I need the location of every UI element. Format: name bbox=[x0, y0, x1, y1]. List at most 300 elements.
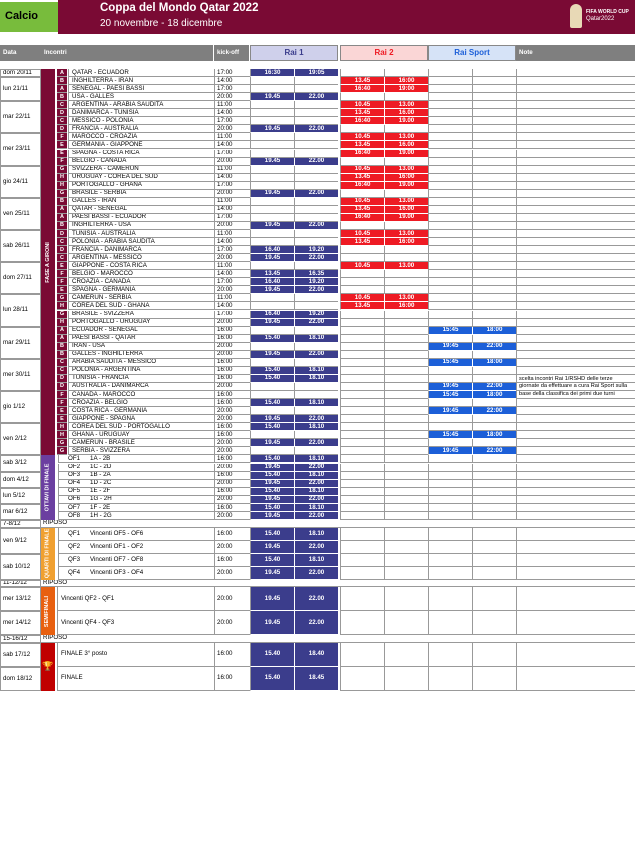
rai2-slot-end: 19:00 bbox=[384, 85, 428, 93]
semifinali-strip-label: SEMIFINALI bbox=[44, 595, 51, 627]
rai1-slot-start bbox=[250, 447, 294, 455]
rai2-slot-end: 19.00 bbox=[384, 214, 428, 222]
rai2-slot-start bbox=[340, 359, 384, 367]
match-cell: GALLES - IRAN bbox=[68, 198, 214, 206]
raisport-slot-start bbox=[428, 311, 472, 319]
raisport-slot-end bbox=[472, 319, 516, 327]
rai2-slot-start bbox=[340, 587, 384, 611]
kickoff-cell: 20:00 bbox=[214, 319, 250, 327]
rai1-slot-start: 19.45 bbox=[250, 93, 294, 101]
rai2-slot-end bbox=[384, 246, 428, 254]
rai1-slot-start bbox=[250, 262, 294, 270]
rai1-slot-end: 22.00 bbox=[294, 567, 338, 580]
rai1-slot-start bbox=[250, 150, 294, 158]
rai1-slot-start: 15.40 bbox=[250, 554, 294, 567]
match-cell: GIAPPONE - SPAGNA bbox=[68, 415, 214, 423]
match-teams: 1A - 2B bbox=[90, 455, 111, 462]
note-cell bbox=[516, 262, 635, 270]
raisport-slot-start: 15:45 bbox=[428, 431, 472, 439]
group-badge: A bbox=[57, 214, 67, 222]
logo-line1: FIFA WORLD CUP bbox=[586, 9, 629, 15]
raisport-slot-end: 18:00 bbox=[472, 327, 516, 335]
group-badge: C bbox=[57, 101, 67, 109]
rai1-slot-start: 16.40 bbox=[250, 278, 294, 286]
date-cell: mar 29/11 bbox=[0, 327, 41, 359]
raisport-slot-end bbox=[472, 423, 516, 431]
date-cell: lun 28/11 bbox=[0, 294, 41, 326]
kickoff-cell: 20:00 bbox=[214, 541, 250, 554]
rai1-slot-start: 19.45 bbox=[250, 286, 294, 294]
match-teams: 1H - 2G bbox=[90, 512, 112, 519]
match-teams: 1F - 2E bbox=[90, 504, 111, 511]
kickoff-cell: 20:00 bbox=[214, 286, 250, 294]
raisport-slot-end bbox=[472, 455, 516, 463]
match-cell bbox=[58, 488, 214, 496]
group-badge: D bbox=[57, 109, 67, 117]
kickoff-cell: 16:00 bbox=[214, 504, 250, 512]
note-cell bbox=[516, 611, 635, 635]
raisport-slot-end bbox=[472, 182, 516, 190]
raisport-slot-start bbox=[428, 109, 472, 117]
raisport-slot-end bbox=[472, 472, 516, 480]
rai2-slot-end bbox=[384, 319, 428, 327]
kickoff-cell: 14:00 bbox=[214, 206, 250, 214]
note-cell bbox=[516, 174, 635, 182]
match-cell: CAMERUN - BRASILE bbox=[68, 439, 214, 447]
note-cell bbox=[516, 480, 635, 488]
raisport-slot-end bbox=[472, 512, 516, 520]
raisport-slot-start bbox=[428, 238, 472, 246]
note-cell bbox=[516, 455, 635, 463]
match-cell: AUSTRALIA - DANIMARCA bbox=[68, 383, 214, 391]
kickoff-cell: 14:00 bbox=[214, 174, 250, 182]
rai1-slot-end bbox=[294, 359, 338, 367]
group-badge: E bbox=[57, 415, 67, 423]
rai1-slot-end: 22.00 bbox=[294, 439, 338, 447]
rai2-slot-end: 16:00 bbox=[384, 77, 428, 85]
rai1-slot-end: 18.10 bbox=[294, 488, 338, 496]
kickoff-cell: 11:00 bbox=[214, 294, 250, 302]
date-cell: ven 9/12 bbox=[0, 528, 41, 554]
note-cell bbox=[516, 407, 635, 415]
rai2-slot-end bbox=[384, 611, 428, 635]
rai1-slot-start: 15.40 bbox=[250, 472, 294, 480]
match-teams: Vincenti OF1 - OF2 bbox=[90, 542, 144, 550]
raisport-slot-start bbox=[428, 351, 472, 359]
raisport-slot-start bbox=[428, 262, 472, 270]
rai1-slot-end: 22.00 bbox=[294, 286, 338, 294]
rai1-slot-end: 18.45 bbox=[294, 667, 338, 691]
rai1-slot-end bbox=[294, 133, 338, 141]
rai1-slot-end: 18.10 bbox=[294, 472, 338, 480]
rai1-slot-end: 22.00 bbox=[294, 319, 338, 327]
rai1-slot-start: 15.40 bbox=[250, 488, 294, 496]
kickoff-cell: 20:00 bbox=[214, 190, 250, 198]
rai2-slot-end: 16:00 bbox=[384, 174, 428, 182]
raisport-slot-start bbox=[428, 319, 472, 327]
rai2-slot-start: 10.45 bbox=[340, 101, 384, 109]
rai2-slot-start bbox=[340, 567, 384, 580]
match-cell: SVIZZERA - CAMERUN bbox=[68, 166, 214, 174]
group-badge: A bbox=[57, 69, 67, 77]
group-badge: H bbox=[57, 174, 67, 182]
rai2-slot-end bbox=[384, 415, 428, 423]
rai2-header bbox=[340, 45, 428, 61]
rai1-slot-end: 18.10 bbox=[294, 423, 338, 431]
raisport-slot-end bbox=[472, 480, 516, 488]
group-badge: B bbox=[57, 93, 67, 101]
rai1-slot-end: 22.00 bbox=[294, 480, 338, 488]
kickoff-cell: 17:00 bbox=[214, 85, 250, 93]
rai1-slot-end bbox=[294, 238, 338, 246]
match-cell bbox=[58, 528, 214, 541]
raisport-slot-end bbox=[472, 246, 516, 254]
raisport-slot-end bbox=[472, 286, 516, 294]
rai2-slot-end bbox=[384, 472, 428, 480]
rai2-slot-start bbox=[340, 335, 384, 343]
raisport-slot-start: 19:45 bbox=[428, 383, 472, 391]
rai2-slot-end bbox=[384, 464, 428, 472]
rai2-slot-end: 13.00 bbox=[384, 166, 428, 174]
match-cell: CROAZIA - CANADA bbox=[68, 278, 214, 286]
ottavi-strip-label: OTTAVI DI FINALE bbox=[44, 463, 51, 512]
match-cell: COREA DEL SUD - GHANA bbox=[68, 302, 214, 310]
match-cell: MAROCCO - CROAZIA bbox=[68, 133, 214, 141]
rai1-slot-end: 22.00 bbox=[294, 351, 338, 359]
riposo-cell: RIPOSO bbox=[41, 580, 635, 588]
rai2-slot-start bbox=[340, 439, 384, 447]
rai1-slot-end bbox=[294, 214, 338, 222]
raisport-slot-end bbox=[472, 294, 516, 302]
rai2-slot-start bbox=[340, 367, 384, 375]
kickoff-cell: 11:00 bbox=[214, 230, 250, 238]
rai1-slot-start bbox=[250, 198, 294, 206]
rai1-slot-start: 15.40 bbox=[250, 399, 294, 407]
group-badge: F bbox=[57, 399, 67, 407]
raisport-slot-start bbox=[428, 480, 472, 488]
rai1-slot-start: 19.45 bbox=[250, 496, 294, 504]
date-cell: lun 5/12 bbox=[0, 488, 41, 504]
rai1-slot-start bbox=[250, 407, 294, 415]
match-code: OF2 bbox=[68, 463, 81, 471]
rai2-slot-start: 16:40 bbox=[340, 85, 384, 93]
raisport-slot-start bbox=[428, 439, 472, 447]
raisport-slot-start bbox=[428, 69, 472, 77]
raisport-slot-start bbox=[428, 375, 472, 383]
raisport-slot-end bbox=[472, 415, 516, 423]
match-code: QF3 bbox=[68, 555, 81, 563]
rai2-slot-start bbox=[340, 554, 384, 567]
kickoff-cell: 17:00 bbox=[214, 311, 250, 319]
rai2-slot-start bbox=[340, 447, 384, 455]
rai2-slot-end bbox=[384, 528, 428, 541]
rai2-slot-end: 16.00 bbox=[384, 206, 428, 214]
note-cell bbox=[516, 190, 635, 198]
rai1-slot-end: 16.35 bbox=[294, 270, 338, 278]
rai2-slot-end bbox=[384, 504, 428, 512]
note-cell bbox=[516, 206, 635, 214]
rai2-slot-start bbox=[340, 541, 384, 554]
group-badge: C bbox=[57, 117, 67, 125]
rai1-slot-start: 19.45 bbox=[250, 611, 294, 635]
rai1-slot-start: 15.40 bbox=[250, 643, 294, 667]
match-code: OF8 bbox=[68, 512, 81, 519]
rai2-slot-end bbox=[384, 158, 428, 166]
kickoff-cell: 20:00 bbox=[214, 254, 250, 262]
rai1-slot-end bbox=[294, 431, 338, 439]
kickoff-cell: 11:00 bbox=[214, 198, 250, 206]
rai2-slot-end bbox=[384, 69, 428, 77]
match-cell: INGHILTERRA - IRAN bbox=[68, 77, 214, 85]
kickoff-cell: 20:00 bbox=[214, 407, 250, 415]
note-cell bbox=[516, 504, 635, 512]
rai1-slot-start bbox=[250, 343, 294, 351]
kickoff-cell: 14:00 bbox=[214, 109, 250, 117]
rai1-slot-end: 22.00 bbox=[294, 254, 338, 262]
raisport-slot-start bbox=[428, 567, 472, 580]
note-cell bbox=[516, 512, 635, 520]
rai1-slot-start: 16:30 bbox=[250, 69, 294, 77]
kickoff-cell: 16:00 bbox=[214, 528, 250, 541]
note-cell bbox=[516, 278, 635, 286]
raisport-slot-start bbox=[428, 423, 472, 431]
note-cell bbox=[516, 643, 635, 667]
kickoff-cell: 16:00 bbox=[214, 431, 250, 439]
rai2-slot-end: 13.00 bbox=[384, 198, 428, 206]
match-cell: FRANCIA - AUSTRALIA bbox=[68, 125, 214, 133]
rai1-slot-start bbox=[250, 182, 294, 190]
rai1-slot-start: 19.45 bbox=[250, 439, 294, 447]
raisport-slot-end bbox=[472, 206, 516, 214]
match-cell bbox=[58, 504, 214, 512]
rai1-slot-end: 22.00 bbox=[294, 512, 338, 520]
rai2-slot-end bbox=[384, 439, 428, 447]
rai2-slot-start: 10.45 bbox=[340, 133, 384, 141]
date-cell: dom 20/11 bbox=[0, 69, 41, 77]
date-cell: ven 25/11 bbox=[0, 198, 41, 230]
note-cell bbox=[516, 472, 635, 480]
raisport-slot-end bbox=[472, 643, 516, 667]
rai1-slot-end: 19:05 bbox=[294, 69, 338, 77]
raisport-slot-start bbox=[428, 270, 472, 278]
rai2-slot-start bbox=[340, 423, 384, 431]
rai2-slot-end bbox=[384, 455, 428, 463]
rai2-slot-start: 13.45 bbox=[340, 77, 384, 85]
rai1-slot-end: 18.10 bbox=[294, 455, 338, 463]
rai2-slot-start bbox=[340, 431, 384, 439]
rai2-slot-end bbox=[384, 496, 428, 504]
date-cell: dom 27/11 bbox=[0, 262, 41, 294]
rai2-slot-end bbox=[384, 480, 428, 488]
rai1-slot-end: 22.00 bbox=[294, 93, 338, 101]
kickoff-cell: 20:00 bbox=[214, 222, 250, 230]
group-badge: H bbox=[57, 302, 67, 310]
rai2-slot-start bbox=[340, 158, 384, 166]
kickoff-cell: 17:00 bbox=[214, 246, 250, 254]
match-code: OF5 bbox=[68, 487, 81, 495]
group-badge: G bbox=[57, 447, 67, 455]
rai2-slot-end bbox=[384, 351, 428, 359]
raisport-slot-end bbox=[472, 367, 516, 375]
rai2-slot-start bbox=[340, 69, 384, 77]
rai2-slot-end bbox=[384, 399, 428, 407]
rai1-slot-start: 15.40 bbox=[250, 375, 294, 383]
finale-strip bbox=[41, 643, 55, 691]
match-cell: CROAZIA - BELGIO bbox=[68, 399, 214, 407]
date-cell: mar 22/11 bbox=[0, 101, 41, 133]
rai2-slot-end bbox=[384, 190, 428, 198]
date-cell: sab 17/12 bbox=[0, 643, 41, 667]
kickoff-cell: 14:00 bbox=[214, 77, 250, 85]
kickoff-cell: 20:00 bbox=[214, 496, 250, 504]
match-cell: FINALE bbox=[57, 667, 214, 691]
rai2-slot-start bbox=[340, 464, 384, 472]
rai2-slot-end bbox=[384, 643, 428, 667]
raisport-slot-start bbox=[428, 512, 472, 520]
rai2-slot-end bbox=[384, 587, 428, 611]
raisport-slot-start bbox=[428, 254, 472, 262]
rai2-slot-start: 13.45 bbox=[340, 302, 384, 310]
match-cell: CAMERUN - SERBIA bbox=[68, 294, 214, 302]
group-badge: H bbox=[57, 182, 67, 190]
rai2-slot-start bbox=[340, 278, 384, 286]
col-data: Data bbox=[0, 45, 42, 61]
kickoff-cell: 16:00 bbox=[214, 359, 250, 367]
rai2-slot-end: 13.00 bbox=[384, 230, 428, 238]
raisport-slot-end bbox=[472, 230, 516, 238]
note-cell bbox=[516, 214, 635, 222]
note-cell bbox=[516, 198, 635, 206]
rai1-slot-end bbox=[294, 302, 338, 310]
rai2-slot-end bbox=[384, 447, 428, 455]
group-badge: C bbox=[57, 367, 67, 375]
note-cell bbox=[516, 567, 635, 580]
raisport-slot-end bbox=[472, 541, 516, 554]
raisport-slot-end bbox=[472, 125, 516, 133]
kickoff-cell: 16:00 bbox=[214, 488, 250, 496]
col-incontri: Incontri bbox=[41, 45, 214, 61]
match-cell: GALLES - INGHILTERRA bbox=[68, 351, 214, 359]
note-cell bbox=[516, 464, 635, 472]
rai1-slot-start: 19.45 bbox=[250, 587, 294, 611]
raisport-slot-end bbox=[472, 150, 516, 158]
rai2-slot-end: 16.00 bbox=[384, 109, 428, 117]
group-badge: G bbox=[57, 166, 67, 174]
kickoff-cell: 16:00 bbox=[214, 335, 250, 343]
rai2-slot-end bbox=[384, 359, 428, 367]
match-code: OF3 bbox=[68, 471, 81, 479]
note-cell bbox=[516, 359, 635, 367]
note-cell bbox=[516, 77, 635, 85]
raisport-slot-end bbox=[472, 109, 516, 117]
rai2-slot-start bbox=[340, 286, 384, 294]
raisport-slot-end bbox=[472, 158, 516, 166]
group-badge: E bbox=[57, 407, 67, 415]
rai2-slot-end bbox=[384, 512, 428, 520]
match-cell: QATAR - ECUADOR bbox=[68, 69, 214, 77]
group-badge: C bbox=[57, 254, 67, 262]
raisport-slot-end bbox=[472, 238, 516, 246]
kickoff-cell: 16:00 bbox=[214, 667, 250, 691]
rai1-slot-end bbox=[294, 327, 338, 335]
raisport-slot-start bbox=[428, 294, 472, 302]
raisport-slot-end bbox=[472, 190, 516, 198]
rai2-slot-end bbox=[384, 93, 428, 101]
kickoff-cell: 20:00 bbox=[214, 93, 250, 101]
match-code: OF6 bbox=[68, 495, 81, 503]
note-cell bbox=[516, 158, 635, 166]
match-code: OF4 bbox=[68, 479, 81, 487]
note-cell bbox=[516, 351, 635, 359]
raisport-slot-end bbox=[472, 222, 516, 230]
rai2-header-logo: Rai 2 bbox=[374, 48, 394, 57]
rai2-slot-start: 16:40 bbox=[340, 117, 384, 125]
match-cell: BELGIO - CANADA bbox=[68, 158, 214, 166]
rai2-slot-end bbox=[384, 343, 428, 351]
rai1-slot-start: 19.45 bbox=[250, 125, 294, 133]
kickoff-cell: 16:00 bbox=[214, 327, 250, 335]
kickoff-cell: 20:00 bbox=[214, 383, 250, 391]
note-cell bbox=[516, 439, 635, 447]
group-badge: B bbox=[57, 77, 67, 85]
rai2-slot-start bbox=[340, 391, 384, 399]
rai1-slot-start bbox=[250, 109, 294, 117]
match-teams: 1E - 2F bbox=[90, 487, 111, 495]
match-code: QF2 bbox=[68, 542, 81, 550]
kickoff-cell: 20:00 bbox=[214, 343, 250, 351]
raisport-slot-start bbox=[428, 367, 472, 375]
raisport-slot-start bbox=[428, 278, 472, 286]
raisport-slot-end bbox=[472, 101, 516, 109]
date-cell: 15-16/12 bbox=[0, 635, 41, 643]
note-cell bbox=[516, 141, 635, 149]
rai2-slot-end: 13.00 bbox=[384, 262, 428, 270]
rai1-slot-start: 19.45 bbox=[250, 464, 294, 472]
raisport-header-logo: Rai Sport bbox=[454, 48, 490, 57]
match-cell: QATAR - SENEGAL bbox=[68, 206, 214, 214]
raisport-slot-start bbox=[428, 455, 472, 463]
kickoff-cell: 14:00 bbox=[214, 141, 250, 149]
raisport-slot-start bbox=[428, 528, 472, 541]
rai2-slot-end bbox=[384, 567, 428, 580]
group-badge: G bbox=[57, 439, 67, 447]
note-cell bbox=[516, 447, 635, 455]
rai1-slot-end bbox=[294, 230, 338, 238]
raisport-slot-end bbox=[472, 77, 516, 85]
rai2-slot-end: 19.00 bbox=[384, 117, 428, 125]
rai2-slot-end bbox=[384, 431, 428, 439]
rai2-slot-start bbox=[340, 190, 384, 198]
rai2-slot-end bbox=[384, 667, 428, 691]
rai2-slot-start bbox=[340, 351, 384, 359]
rai1-slot-end: 22.00 bbox=[294, 464, 338, 472]
match-cell: SPAGNA - COSTA RICA bbox=[68, 150, 214, 158]
note-cell bbox=[516, 554, 635, 567]
note-cell bbox=[516, 125, 635, 133]
match-cell: IRAN - USA bbox=[68, 343, 214, 351]
match-cell: ECUADOR - SENEGAL bbox=[68, 327, 214, 335]
rai2-slot-end: 16.00 bbox=[384, 141, 428, 149]
group-badge: A bbox=[57, 206, 67, 214]
rai1-slot-start: 19.45 bbox=[250, 541, 294, 554]
raisport-slot-start: 19:45 bbox=[428, 447, 472, 455]
raisport-slot-start bbox=[428, 554, 472, 567]
note-text: scelta incontri Rai 1/RSHD delle terze giornate da effettuare a cura Rai Sport sulla base della classifica dei primi due turni bbox=[519, 375, 628, 398]
raisport-slot-end bbox=[472, 69, 516, 77]
raisport-slot-start bbox=[428, 464, 472, 472]
rai1-slot-end: 22.00 bbox=[294, 222, 338, 230]
rai1-slot-end: 22.00 bbox=[294, 158, 338, 166]
